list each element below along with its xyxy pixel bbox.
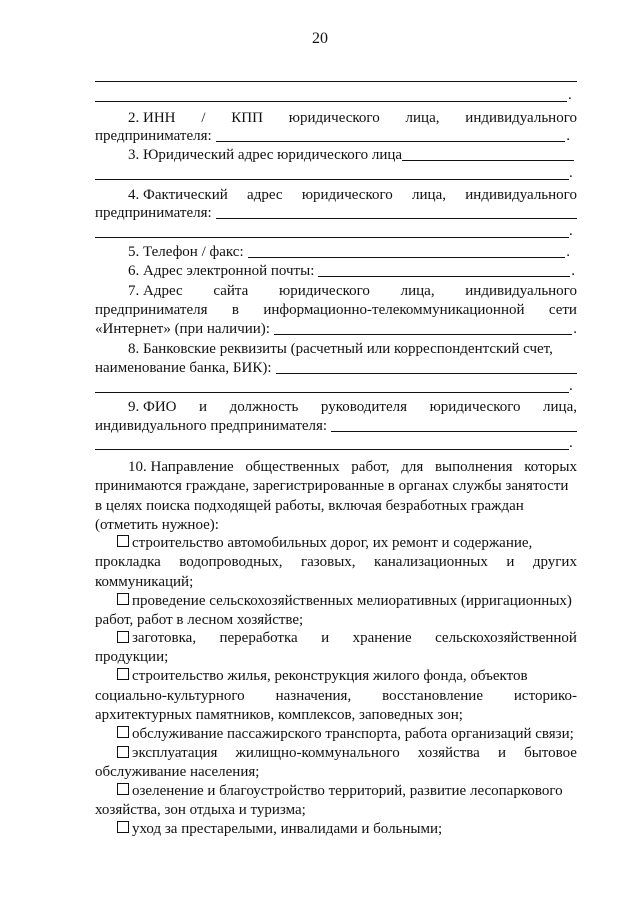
option-roads-line3: коммуникаций; [95,574,194,590]
option-housing-line3: архитектурных памятников, комплексов, заповедных зон; [95,707,463,723]
legal-address-input[interactable] [402,146,574,161]
item-actual-address-field: предпринимателя: [95,204,577,222]
line-end: . [569,435,573,451]
item-head-field: индивидуального предпринимателя: [95,417,577,435]
option-care[interactable]: уход за престарелыми, инвалидами и больными; [117,820,577,838]
item-website-line1: 7. Адрес сайта юридического лица, индивидуального [128,283,577,299]
checkbox[interactable] [117,746,129,758]
option-agriculture-line2: работ, работ в лесном хозяйстве; [95,612,304,628]
item-email: 6. Адрес электронной почты: . [128,263,575,279]
inn-kpp-input[interactable] [216,127,566,142]
item-actual-address-line1: 4. Фактический адрес юридического лица, индивидуального [128,187,577,203]
bank-details-input[interactable] [276,359,577,374]
phone-input[interactable] [248,243,566,258]
blank-line[interactable] [95,101,567,102]
item-bank-line1: 8. Банковские реквизиты (расчетный или корреспондентский счет, [128,341,553,357]
item-direction-line2: принимаются граждане, зарегистрированные в органах службы занятости [95,478,569,494]
item-phone: 5. Телефон / факс: . [128,244,570,260]
item-direction-line3: в целях поиска подходящей работы, включая безработных граждан [95,498,524,514]
checkbox[interactable] [117,593,129,605]
legal-address-input-line2[interactable] [95,179,569,180]
head-name-input-line2[interactable] [95,449,569,450]
page-number: 20 [312,30,328,47]
item-direction-line4: (отметить нужное): [95,517,219,533]
option-greening[interactable]: озеленение и благоустройство территорий, развитие лесопаркового [117,782,577,800]
item-head-line1: 9. ФИО и должность руководителя юридического лица, [128,399,577,415]
line-end: . [569,223,573,239]
actual-address-input[interactable] [216,204,577,219]
item-bank-field: наименование банка, БИК): [95,359,577,377]
option-roads[interactable]: строительство автомобильных дорог, их ремонт и содержание, [117,534,577,552]
checkbox[interactable] [117,631,129,643]
item-inn-field: предпринимателя: . [95,128,570,144]
item-legal-address: 3. Юридический адрес юридического лица [128,146,574,164]
checkbox[interactable] [117,535,129,547]
item-inn-line1: 2. ИНН / КПП юридического лица, индивидуального [128,110,577,126]
option-greening-line2: хозяйства, зон отдыха и туризма; [95,802,306,818]
line-end: . [569,165,573,181]
blank-line[interactable] [95,81,577,82]
option-utilities-line2: обслуживание населения; [95,764,260,780]
email-input[interactable] [318,262,570,277]
line-end: . [568,87,572,103]
head-name-input[interactable] [331,417,577,432]
checkbox[interactable] [117,783,129,795]
checkbox[interactable] [117,726,129,738]
checkbox[interactable] [117,821,129,833]
checkbox[interactable] [117,668,129,680]
actual-address-input-line2[interactable] [95,237,569,238]
item-website-line2: предпринимателя в информационно-телекоммуникационной сети [95,302,577,318]
line-end: . [569,378,573,394]
item-website-field: «Интернет» (при наличии): . [95,321,577,337]
website-input[interactable] [274,320,572,335]
option-agriculture[interactable]: проведение сельскохозяйственных мелиоративных (ирригационных) [117,592,577,610]
item-direction-line1: 10. Направление общественных работ, для выполнения которых [128,459,577,475]
option-transport[interactable]: обслуживание пассажирского транспорта, работа организаций связи; [117,725,577,743]
option-housing[interactable]: строительство жилья, реконструкция жилого фонда, объектов [117,667,577,685]
option-harvesting[interactable]: заготовка, переработка и хранение сельскохозяйственной [117,629,577,647]
option-harvesting-line2: продукции; [95,649,169,665]
bank-details-input-line2[interactable] [95,392,569,393]
option-roads-line2: прокладка водопроводных, газовых, канализационных и других [95,554,577,570]
option-housing-line2: социально-культурного назначения, восстановление историко- [95,688,577,704]
option-utilities[interactable]: эксплуатация жилищно-коммунального хозяйства и бытовое [117,744,577,762]
